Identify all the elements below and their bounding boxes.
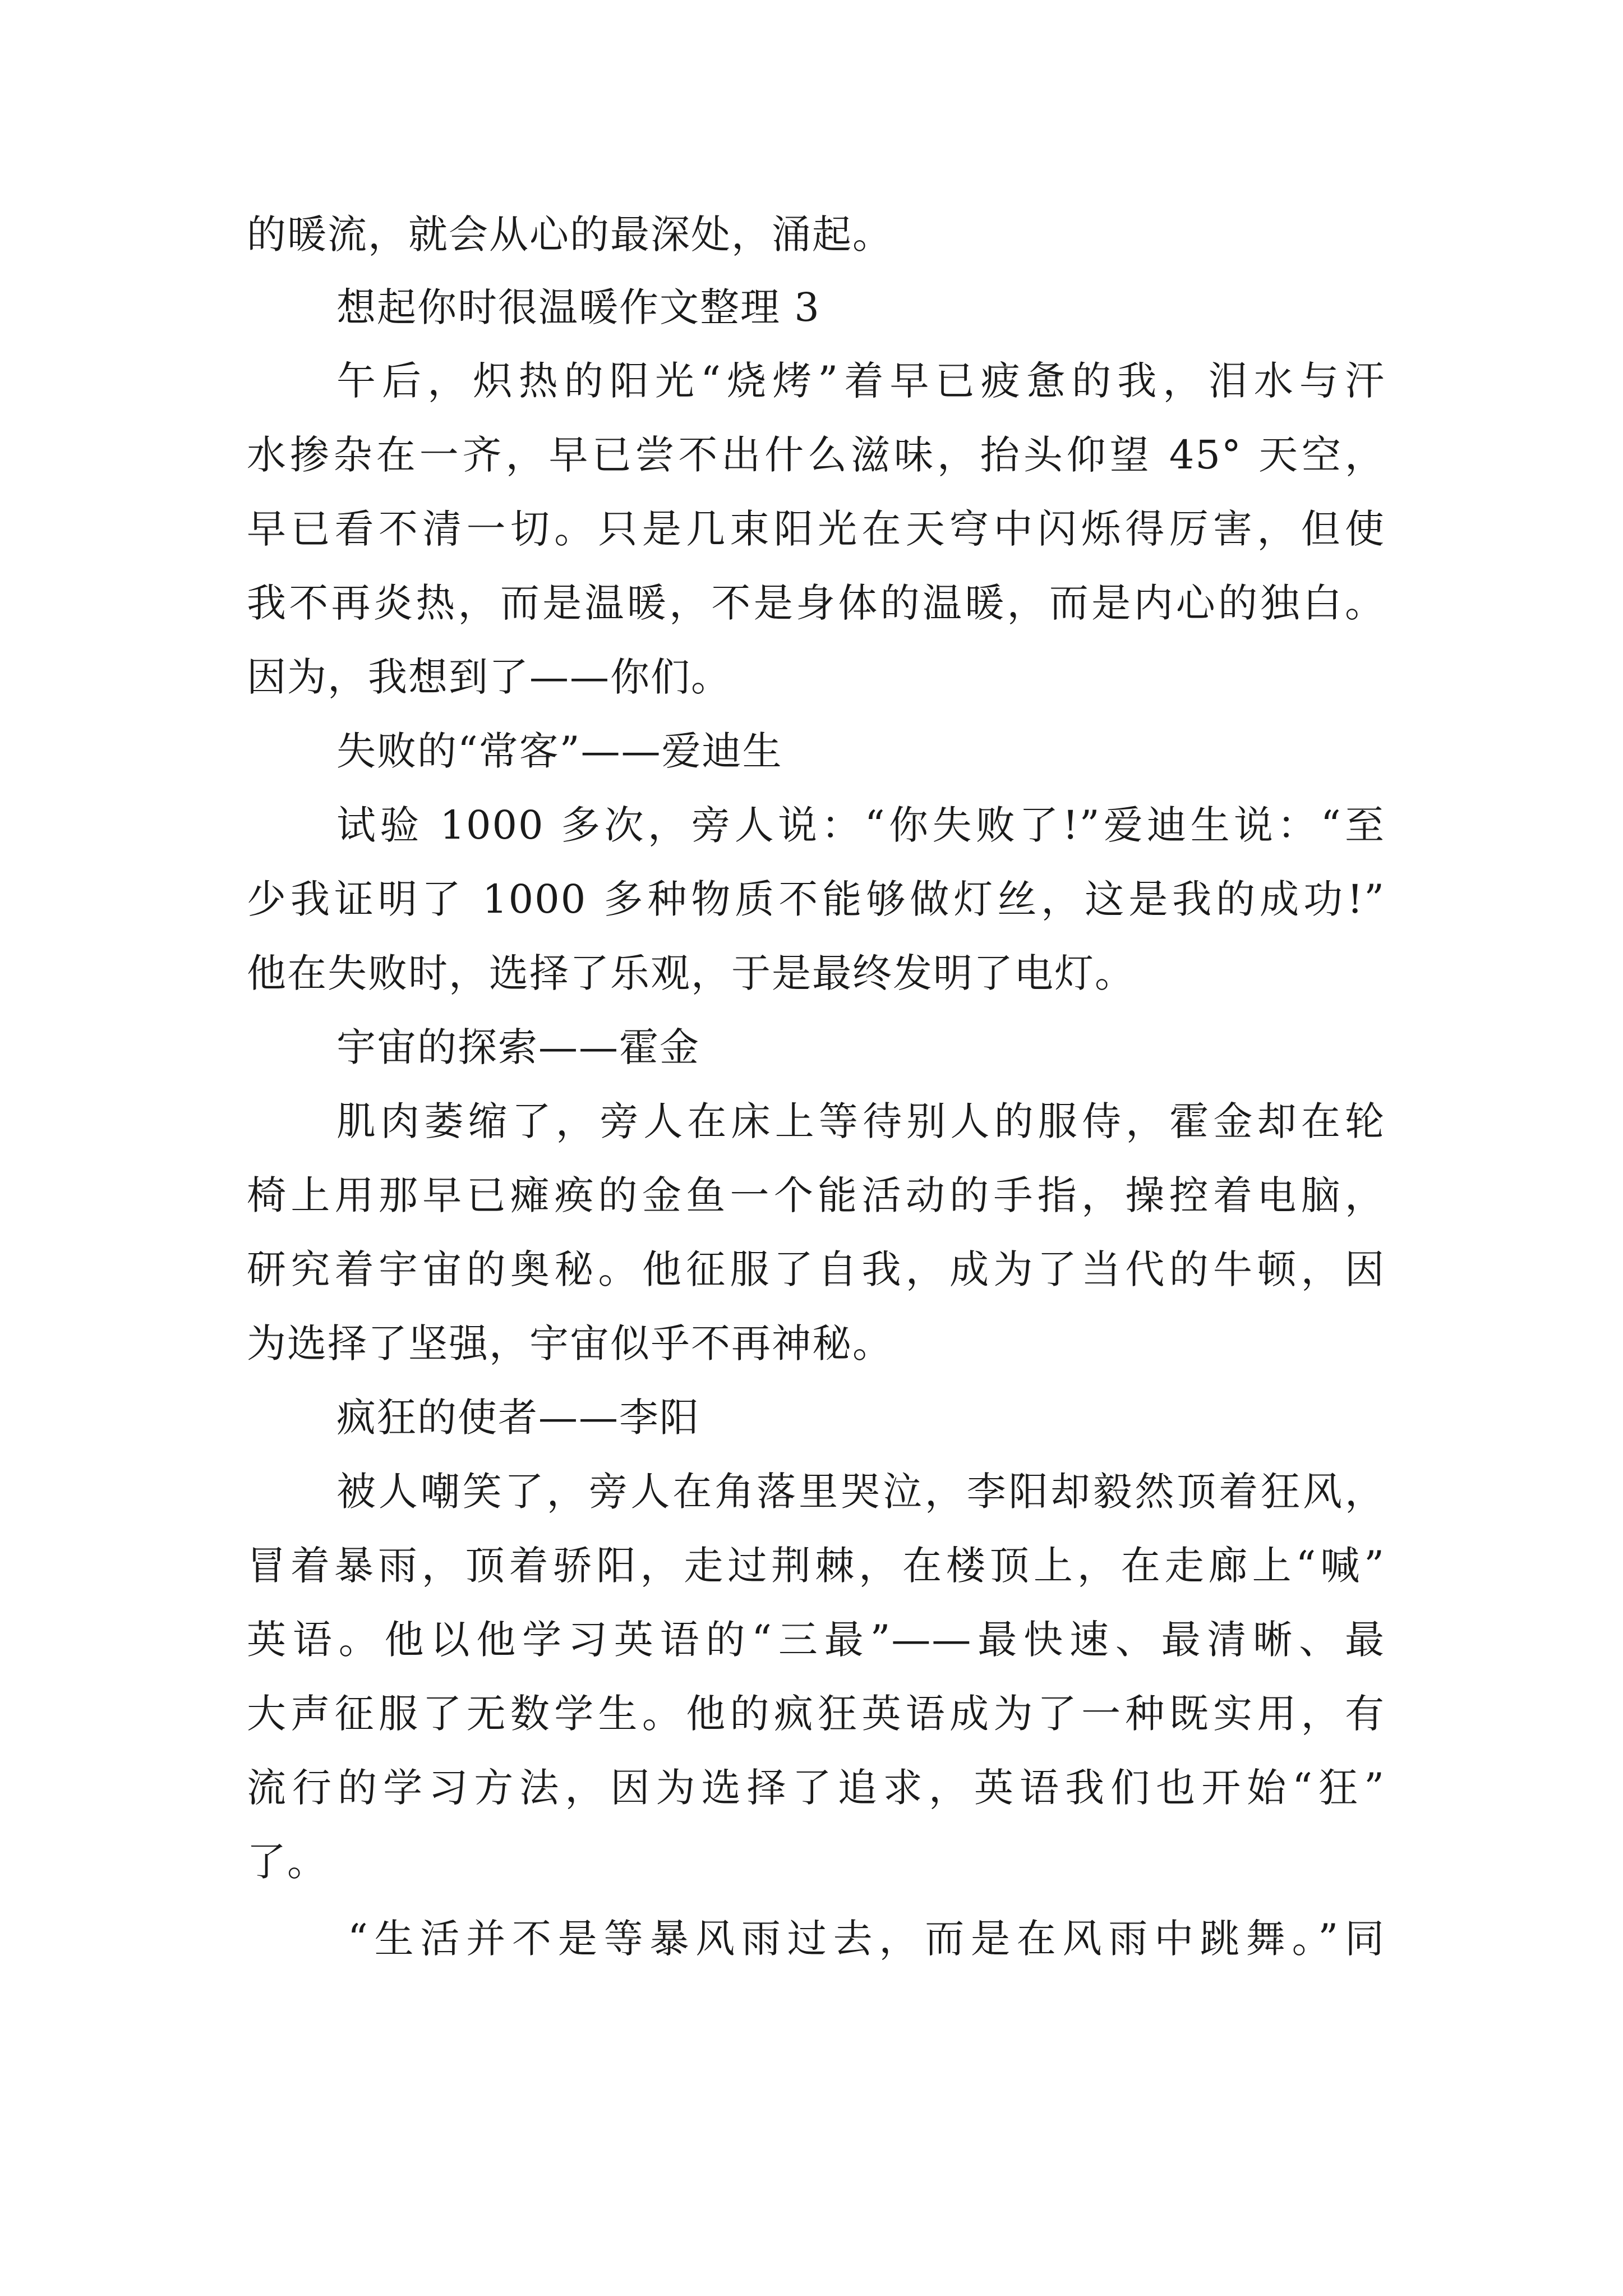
paragraph-line: 肌肉萎缩了，旁人在床上等待别人的服侍，霍金却在轮: [336, 1098, 1385, 1144]
paragraph-line: 试验 1000 多次，旁人说：“你失败了!”爱迪生说：“至: [336, 802, 1385, 848]
paragraph-line: 了。: [247, 1839, 328, 1885]
paragraph-line: 他在失败时，选择了乐观，于是最终发明了电灯。: [247, 950, 1135, 996]
subheading: 疯狂的使者——李阳: [336, 1395, 700, 1441]
subheading: 失败的“常客”——爱迪生: [336, 728, 783, 774]
paragraph-line: 午后，炽热的阳光“烧烤”着早已疲惫的我，泪水与汗: [336, 358, 1385, 404]
paragraph-line: 英语。他以他学习英语的“三最”——最快速、最清晰、最: [247, 1617, 1385, 1663]
paragraph-line: 的暖流，就会从心的最深处，涌起。: [247, 211, 893, 257]
subheading: 宇宙的探索——霍金: [336, 1024, 700, 1070]
paragraph-line: 少我证明了 1000 多种物质不能够做灯丝，这是我的成功!”: [247, 876, 1385, 922]
paragraph-line: 冒着暴雨，顶着骄阳，走过荆棘，在楼顶上，在走廊上“喊”: [247, 1543, 1385, 1589]
paragraph-line: 椅上用那早已瘫痪的金鱼一个能活动的手指，操控着电脑，: [247, 1172, 1385, 1218]
paragraph-line: 早已看不清一切。只是几束阳光在天穹中闪烁得厉害，但使: [247, 506, 1385, 552]
paragraph-line: 我不再炎热，而是温暖，不是身体的温暖，而是内心的独白。: [247, 580, 1385, 626]
section-title: 想起你时很温暖作文整理 3: [336, 284, 820, 330]
paragraph-line: 因为，我想到了——你们。: [247, 654, 731, 700]
paragraph-line: 为选择了坚强，宇宙似乎不再神秘。: [247, 1320, 893, 1366]
paragraph-line: 流行的学习方法，因为选择了追求，英语我们也开始“狂”: [247, 1765, 1385, 1811]
paragraph-line: 水掺杂在一齐，早已尝不出什么滋味，抬头仰望 45° 天空，: [247, 432, 1385, 478]
paragraph-line: “生活并不是等暴风雨过去，而是在风雨中跳舞。”同: [348, 1916, 1385, 1962]
paragraph-line: 研究着宇宙的奥秘。他征服了自我，成为了当代的牛顿，因: [247, 1246, 1385, 1292]
paragraph-line: 被人嘲笑了，旁人在角落里哭泣，李阳却毅然顶着狂风，: [336, 1469, 1385, 1515]
paragraph-line: 大声征服了无数学生。他的疯狂英语成为了一种既实用，有: [247, 1691, 1385, 1737]
